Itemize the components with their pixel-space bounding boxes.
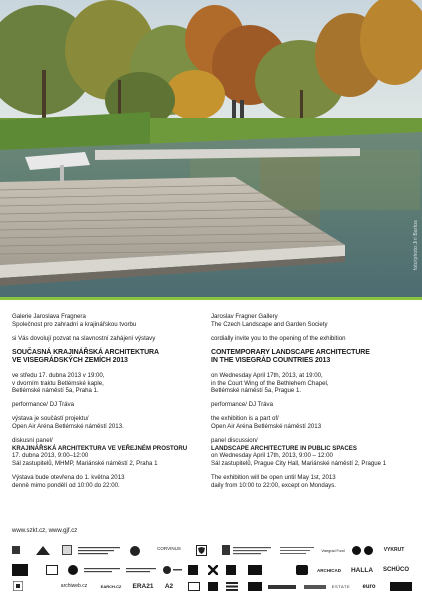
- invite-line-en: cordially invite you to the opening of the exhibition: [211, 334, 346, 342]
- opening-hours-en: The exhibition will be open until May 1st, 2013 daily from 10:00 to 22:00, except on Mondays.: [211, 474, 336, 489]
- panel-discussion-en: panel discussion/ LANDSCAPE ARCHITECTURE IN PUBLIC SPACES on Wednesday April 17th, 2013, 9:00 – 12:00 Sál zastupitelů, Prague City Hall, Mariánské náměstí 2, Prague 1: [211, 437, 387, 467]
- panel-discussion-cz: diskusní panel/ KRAJINÁŘSKÁ ARCHITEKTURA VE VEŘEJNÉM PROSTORU 17. dubna 2013, 9:00–12:00 Sál zastupitelů, MHMP, Mariánské náměstí 2, Praha 1: [12, 437, 188, 467]
- tile-logo-4-icon: [208, 582, 218, 591]
- building-logo-icon: [36, 545, 50, 555]
- opening-hours-cz: Výstava bude otevřena do 1. května 2013 denně mimo pondělí od 10:00 do 22:00.: [12, 474, 125, 489]
- tile-logo-2-icon: [226, 565, 236, 575]
- archiweb-logo: archiweb.cz: [60, 583, 88, 589]
- exhibition-title-en: CONTEMPORARY LANDSCAPE ARCHITECTURE IN THE VISEGRÁD COUNTRIES 2013: [211, 348, 370, 365]
- sponsor-logos: [12, 543, 412, 595]
- shield-logo-icon: [196, 545, 207, 556]
- ministry-logo-icon: [280, 545, 314, 555]
- invitation-czech: [12, 313, 207, 496]
- dot-logo-2-icon: [364, 546, 373, 555]
- era21-logo: ERA21: [132, 582, 154, 590]
- photo-credit: foto/photo:Jiri Bartos: [413, 220, 419, 271]
- city-logo-icon: [126, 565, 156, 575]
- earch-logo: EARCH.CZ: [100, 583, 122, 589]
- performance-en: performance/ DJ Tráva: [211, 401, 273, 409]
- tile-logo-icon: [188, 565, 198, 575]
- estate-logo: ESTATE: [331, 584, 351, 589]
- performance-cz: performance/ DJ Tráva: [12, 401, 74, 409]
- corvinus-logo: CORVINUS: [157, 545, 181, 551]
- archicad-logo: ARCHICAD: [317, 567, 341, 573]
- circle-logo-icon: [68, 565, 78, 575]
- tile-logo-3-icon: [248, 565, 262, 575]
- wordmark-logo-2-icon: [304, 583, 326, 591]
- project-cz: výstava je součástí projektu/ Open Air Aréna Betlémské náměstí 2013.: [12, 415, 124, 431]
- round-logo-icon: [130, 546, 140, 556]
- box-logo-icon: [188, 582, 200, 591]
- a2-logo: A2: [164, 582, 174, 590]
- dot-logo-icon: [352, 546, 361, 555]
- vykrut-logo: VYKRUT: [383, 547, 405, 553]
- organizers-en: Jaroslav Fragner Gallery The Czech Landscape and Garden Society: [211, 313, 328, 328]
- stamp-logo-icon: [12, 581, 24, 591]
- x-logo-icon: [208, 565, 218, 575]
- invite-line-cz: si Vás dovolují pozvat na slavnostní zahájení výstavy: [12, 334, 156, 342]
- lakeside-landscape-illustration: [0, 0, 422, 297]
- hero-photo: [0, 0, 422, 297]
- emblem-logo-icon: [162, 565, 182, 575]
- opening-details-cz: ve středu 17. dubna 2013 v 19:00, v dvorním traktu Betlémské kaple, Betlémské náměstí 5a, Praha 1.: [12, 372, 105, 395]
- invitation-english: [211, 313, 416, 496]
- academy-logo-icon: [84, 565, 120, 575]
- society-logo-icon: [78, 545, 120, 555]
- opening-details-en: on Wednesday April 17th, 2013, at 19:00, in the Court Wing of the Bethlehem Chapel, Betlémské náměstí 5a, Prague 1.: [211, 372, 329, 395]
- exhibition-title-cz: SOUČASNÁ KRAJINÁŘSKÁ ARCHITEKTURA VE VISEGRÁDSKÝCH ZEMÍCH 2013: [12, 348, 159, 365]
- halla-logo: HALLA: [350, 566, 374, 574]
- visegrad-fund-logo: Visegrad Fund: [321, 549, 345, 553]
- badge-logo-icon: [296, 565, 308, 575]
- wordmark-logo-icon: [268, 583, 296, 591]
- crest-logo-icon: [62, 545, 72, 555]
- project-en: the exhibition is a part of/ Open Air Aréna Betlémské náměstí 2013: [211, 415, 322, 431]
- tile-logo-5-icon: [248, 582, 262, 591]
- organizers-cz: Galerie Jaroslava Fragnera Společnost pro zahradní a krajinářskou tvorbu: [12, 313, 137, 328]
- black-bar-logo-icon: [390, 582, 412, 591]
- schuco-logo: SCHÜCO: [382, 567, 409, 573]
- euro-logo: euro: [362, 583, 376, 590]
- accent-divider: [0, 297, 422, 300]
- logo-mark-icon: [12, 546, 20, 554]
- black-square-logo-icon: [12, 564, 28, 576]
- website-links[interactable]: www.szkt.cz, www.gjf.cz: [12, 527, 78, 534]
- architects-chamber-logo-icon: [222, 545, 272, 555]
- stripe-logo-icon: [226, 582, 238, 591]
- frame-logo-icon: [46, 565, 58, 575]
